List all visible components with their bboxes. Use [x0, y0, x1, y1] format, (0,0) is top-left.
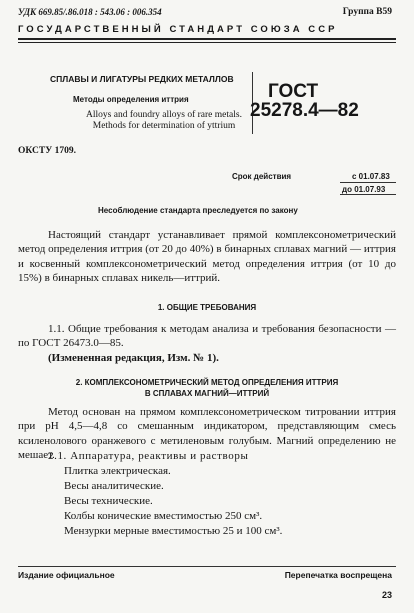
- validity-to: до 01.07.93: [342, 185, 386, 194]
- gost-label: ГОСТ: [268, 81, 319, 102]
- subsection-heading: 2.1. Аппаратура, реактивы и растворы: [48, 450, 249, 462]
- state-standard-banner: ГОСУДАРСТВЕННЫЙ СТАНДАРТ СОЮЗА ССР: [18, 24, 338, 35]
- section2-heading-line1: 2. КОМПЛЕКСОНОМЕТРИЧЕСКИЙ МЕТОД ОПРЕДЕЛЕНИЯ ИТТРИЯ: [75, 378, 339, 387]
- section2-heading-line2: В СПЛАВАХ МАГНИЙ—ИТТРИЙ: [144, 389, 270, 398]
- noncompliance-notice: Несоблюдение стандарта преследуется по закону: [98, 206, 298, 215]
- section1-heading: 1. ОБЩИЕ ТРЕБОВАНИЯ: [157, 303, 257, 312]
- title-english: [68, 110, 260, 132]
- subtitle-russian: Методы определения иттрия: [73, 95, 189, 104]
- reprint-prohibited-label: Перепечатка воспрещена: [284, 570, 392, 580]
- page-number: 23: [381, 590, 392, 600]
- intro-paragraph: Настоящий стандарт устанавливает прямой комплексонометрический метод определения иттрия (от 20 до 40%) в бинарных сплавах магний — иттрия и косвенный комплексонометрический метод определения иттрия (от 10 до 15%) в бинарных сплавах никель—иттрий.: [18, 229, 396, 284]
- section1-paragraph: 1.1. Общие требования к методам анализа и требования безопасности — по ГОСТ 26473.0—85.: [18, 323, 396, 350]
- list-item: Колбы конические вместимостью 250 см³.: [64, 510, 263, 522]
- list-item: Весы аналитические.: [64, 480, 164, 492]
- validity-rule: [340, 182, 396, 183]
- validity-from: с 01.07.83: [352, 172, 390, 181]
- title-russian: СПЛАВЫ И ЛИГАТУРЫ РЕДКИХ МЕТАЛЛОВ: [50, 74, 234, 84]
- amendment-note: (Измененная редакция, Изм. № 1).: [48, 352, 219, 364]
- validity-label: Срок действия: [232, 172, 292, 181]
- okstu-code: ОКСТУ 1709.: [18, 146, 76, 156]
- gost-number: 25278.4—82: [250, 100, 359, 121]
- footer-rule: [18, 566, 396, 567]
- list-item: Весы технические.: [64, 495, 153, 507]
- validity-rule-bottom: [340, 194, 396, 195]
- list-item: Мензурки мерные вместимостью 25 и 100 см³.: [64, 525, 283, 537]
- group-code: Группа В59: [342, 7, 392, 17]
- title-english-line1: Alloys and foundry alloys of rare metals.: [86, 110, 242, 120]
- section2-heading: [18, 377, 396, 399]
- title-english-line2: Methods for determination of yttrium: [92, 121, 236, 131]
- udk-code: УДК 669.85/.86.018 : 543.06 : 006.354: [18, 7, 162, 17]
- section2-paragraph: Метод основан на прямом комплексонометрическом титровании иттрия при рН 4,5—4,8 со смешанным индикатором, представляющим смесь ксиленолового оранжевого с метиленовым голубым. Магний определению не мешает.: [18, 406, 396, 461]
- header-rule-thin: [18, 42, 396, 43]
- header-rule-thick: [18, 38, 396, 40]
- list-item: Плитка электрическая.: [64, 465, 171, 477]
- official-edition-label: Издание официальное: [18, 570, 115, 580]
